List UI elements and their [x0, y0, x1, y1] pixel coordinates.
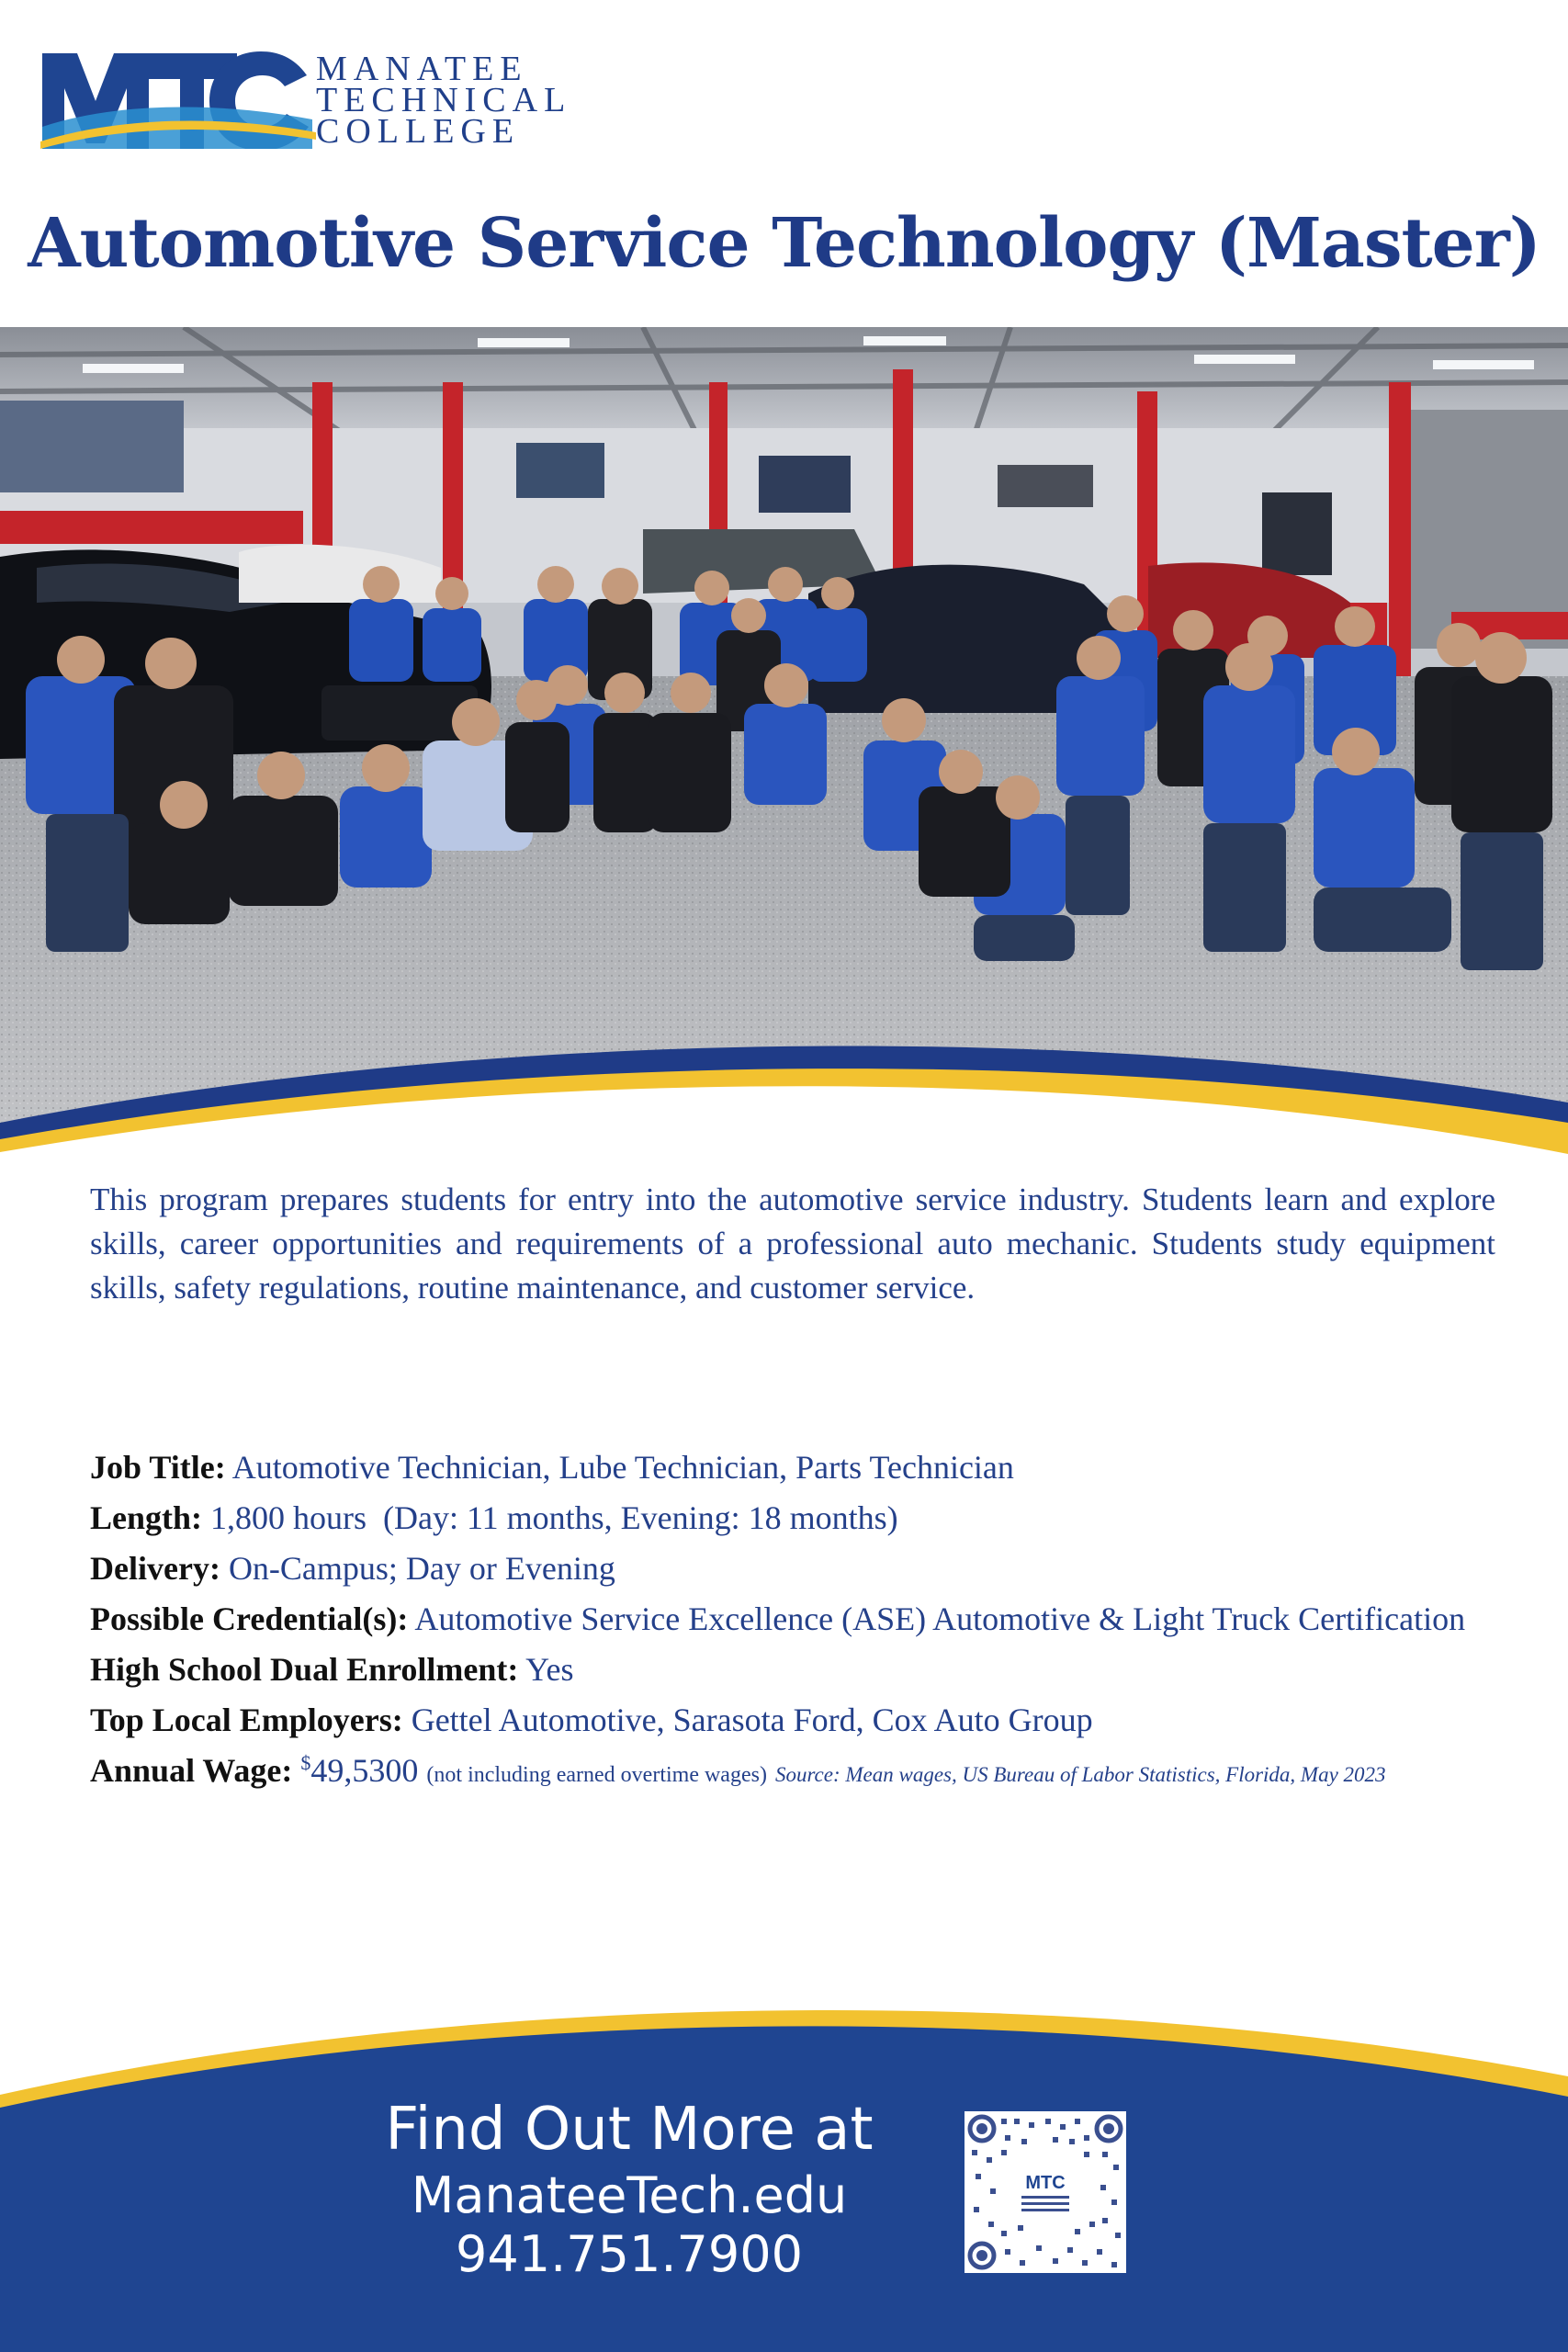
fact-label: Job Title:: [90, 1449, 226, 1486]
fact-value: Automotive Service Excellence (ASE) Automotive & Light Truck Certification: [414, 1600, 1466, 1637]
qr-logo: MTC: [1025, 2173, 1066, 2193]
fact-value: Automotive Technician, Lube Technician, Parts Technician: [231, 1449, 1014, 1486]
fact-employers: [90, 1695, 1560, 1746]
logo-line-technical: TECHNICAL: [316, 81, 572, 119]
fact-label: Delivery:: [90, 1550, 220, 1587]
qr-code-graphic: [964, 2111, 1126, 2273]
mtc-logo-mark: [40, 48, 316, 156]
fact-value: On-Campus; Day or Evening: [228, 1550, 615, 1587]
fact-value: 1,800 hours (Day: 11 months, Evening: 18 months): [210, 1499, 898, 1536]
fact-delivery: [90, 1544, 1560, 1594]
program-title: Automotive Service Technology (Master): [28, 204, 1540, 283]
fact-label: Length:: [90, 1499, 203, 1536]
fact-label: Annual Wage:: [90, 1752, 293, 1789]
fact-value: Gettel Automotive, Sarasota Ford, Cox Auto Group: [411, 1702, 1093, 1738]
fact-label: High School Dual Enrollment:: [90, 1651, 519, 1688]
logo-line-manatee: MANATEE: [316, 50, 528, 88]
wage-note: (not including earned overtime wages): [426, 1763, 767, 1787]
wage-value: 49,5300: [310, 1752, 419, 1789]
fact-credentials: [90, 1594, 1560, 1645]
wage-source: Source: Mean wages, US Bureau of Labor Statistics, Florida, May 2023: [774, 1763, 1386, 1786]
website-link[interactable]: ManateeTech.edu: [411, 2166, 848, 2224]
qr-code-icon[interactable]: [964, 2111, 1126, 2273]
fact-label: Possible Credential(s):: [90, 1600, 409, 1637]
call-to-action: [276, 2093, 983, 2284]
college-logo: [40, 48, 572, 156]
fact-dual-enrollment: [90, 1645, 1560, 1695]
logo-line-college: COLLEGE: [316, 112, 521, 151]
program-description: This program prepares students for entry into the automotive service industry. Students learn and explore skills, career opportunities and requirements of a professional auto mechanic. Students study equipment skills, safety regulations, routine maintenance, and customer service.: [90, 1182, 1495, 1306]
fact-length: [90, 1493, 1560, 1544]
program-facts: [90, 1442, 1560, 1801]
currency-symbol: $: [300, 1751, 311, 1774]
fact-label: Top Local Employers:: [90, 1702, 403, 1738]
logo-wordmark: [316, 50, 572, 151]
fact-annual-wage: [90, 1746, 1560, 1801]
phone-number[interactable]: 941.751.7900: [456, 2225, 803, 2283]
fact-job-title: [90, 1442, 1560, 1493]
cta-find-out-more: Find Out More at: [385, 2096, 874, 2164]
fact-value: Yes: [525, 1651, 574, 1688]
